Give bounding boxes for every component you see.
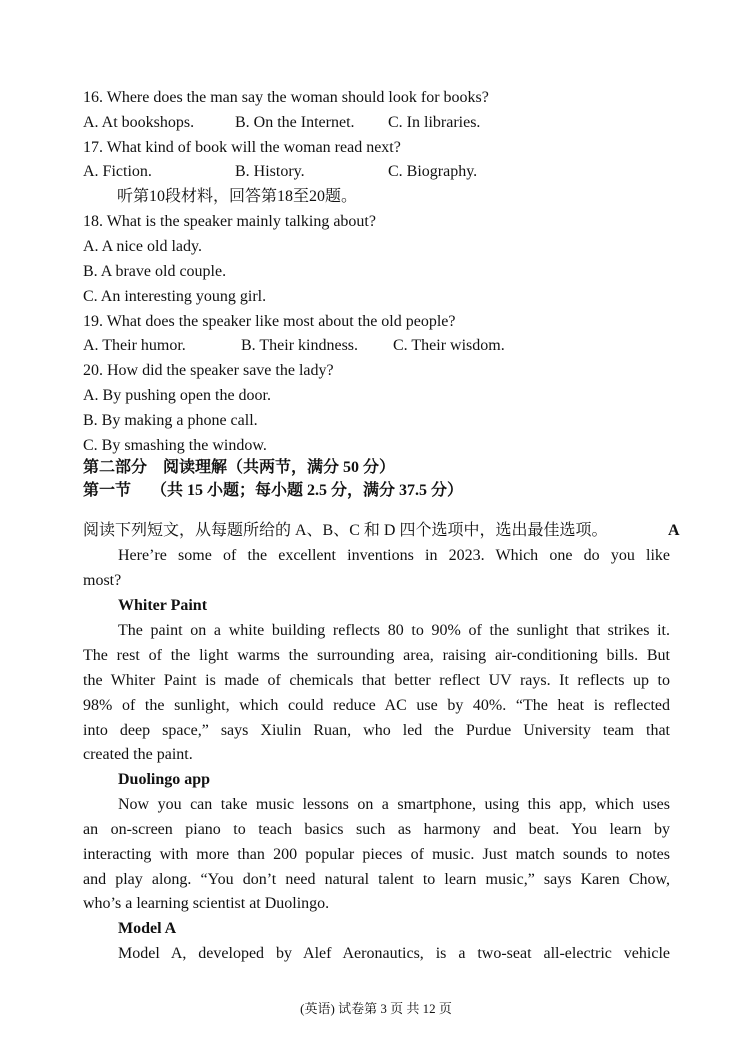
paragraph-line: who’s a learning scientist at Duolingo.: [83, 895, 330, 912]
option: A. Their humor.: [83, 337, 186, 354]
paragraph-line: The paint on a white building reflects 80 to 90% of the sunlight that strikes it.: [118, 622, 670, 639]
paragraph-line: and play along. “You don’t need natural talent to learn music,” says Karen Chow,: [83, 871, 670, 888]
options-17: [83, 162, 683, 182]
options-16: [83, 113, 683, 133]
page-footer: (英语) 试卷第 3 页 共 12 页: [300, 1001, 452, 1016]
passage-intro-line: Here’re some of the excellent inventions in 2023. Which one do you like: [118, 547, 670, 564]
option: A. Fiction.: [83, 163, 152, 180]
item-heading: Duolingo app: [118, 771, 211, 788]
paragraph-line: created the paint.: [83, 746, 193, 763]
option: B. History.: [235, 163, 305, 180]
option: A. A nice old lady.: [83, 238, 202, 255]
question-16: 16. Where does the man say the woman should look for books?: [83, 89, 489, 106]
option: A. At bookshops.: [83, 114, 195, 131]
passage-label: A: [668, 522, 680, 539]
part-title: 第二部分 阅读理解（共两节，满分 50 分）: [83, 459, 396, 476]
paragraph-line: Model A, developed by Alef Aeronautics, is a two-seat all-electric vehicle: [118, 945, 670, 962]
item-heading: Whiter Paint: [118, 597, 208, 614]
passage-intro-line: most?: [83, 572, 122, 589]
paragraph-line: into deep space,” says Xiulin Ruan, who led the Purdue University team that: [83, 722, 670, 739]
listening-instruction: 听第10段材料，回答第18至20题。: [117, 188, 358, 205]
option: B. By making a phone call.: [83, 412, 258, 429]
paragraph-line: 98% of the sunlight, which could reduce AC use by 40%. “The heat is reflected: [83, 697, 670, 714]
option: C. Biography.: [388, 163, 478, 180]
paragraph-line: an on-screen piano to teach basics such as harmony and beat. You learn by: [83, 821, 670, 838]
section-title: 第一节 （共 15 小题；每小题 2.5 分，满分 37.5 分）: [83, 482, 464, 499]
question-20: 20. How did the speaker save the lady?: [83, 362, 334, 379]
question-19: 19. What does the speaker like most about the old people?: [83, 313, 456, 330]
reading-instruction: 阅读下列短文，从每题所给的 A、B、C 和 D 四个选项中，选出最佳选项。: [83, 522, 608, 539]
paragraph-line: The rest of the light warms the surrounding area, raising air-conditioning bills. But: [83, 647, 670, 664]
paragraph-line: the Whiter Paint is made of chemicals that better reflect UV rays. It reflects up to: [83, 672, 670, 689]
option: B. Their kindness.: [241, 337, 359, 354]
option: C. In libraries.: [388, 114, 481, 131]
option: B. On the Internet.: [235, 114, 355, 131]
question-17: 17. What kind of book will the woman read next?: [83, 139, 401, 156]
paragraph-line: interacting with more than 200 popular pieces of music. Just match sounds to notes: [83, 846, 670, 863]
question-18: 18. What is the speaker mainly talking about?: [83, 213, 376, 230]
option: A. By pushing open the door.: [83, 387, 271, 404]
item-heading: Model A: [118, 920, 177, 937]
option: C. Their wisdom.: [393, 337, 505, 354]
option: B. A brave old couple.: [83, 263, 227, 280]
option: C. An interesting young girl.: [83, 288, 267, 305]
option: C. By smashing the window.: [83, 437, 267, 454]
paragraph-line: Now you can take music lessons on a smartphone, using this app, which uses: [118, 796, 670, 813]
options-19: [83, 336, 683, 356]
